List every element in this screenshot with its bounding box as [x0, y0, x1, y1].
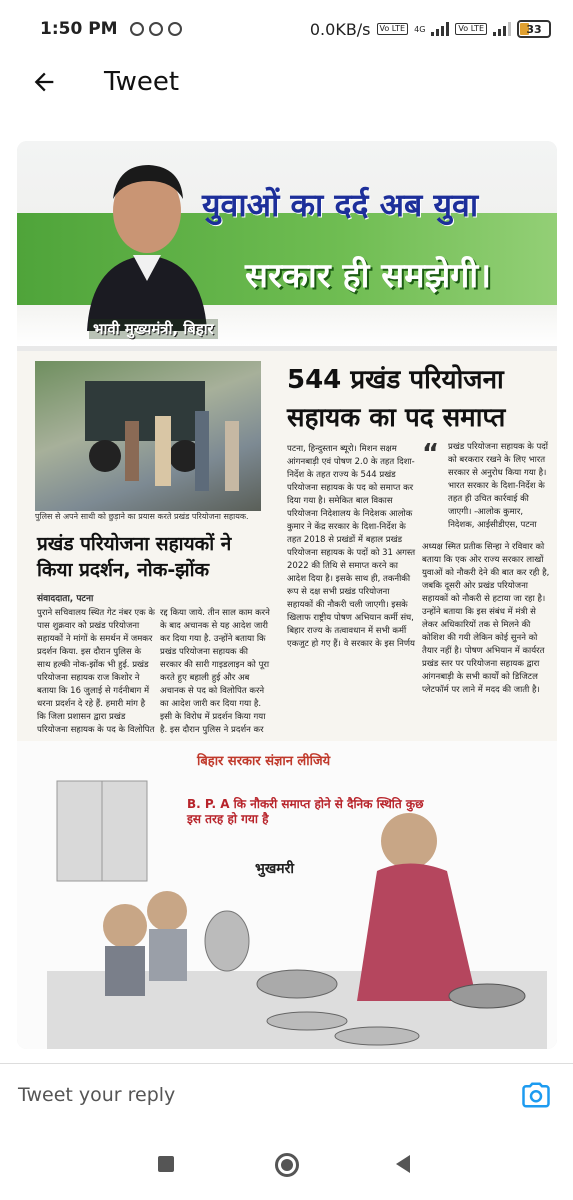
banner-slogan-line2: सरकार ही समझेगी। [245, 256, 492, 296]
volte-icon: Vo LTE [377, 23, 409, 35]
cartoon-text-3: भुखमरी [255, 861, 295, 877]
system-nav-bar [0, 1129, 573, 1200]
newspaper-clipping [17, 351, 557, 741]
cartoon-drawing [17, 741, 557, 1049]
battery-icon [517, 20, 551, 38]
tweet-image[interactable] [17, 141, 557, 1049]
cartoon-text-2: B. P. A कि नौकरी समाप्त होने से दैनिक स्थिति कुछ इस तरह हो गया है [187, 797, 424, 826]
volte-icon-2: Vo LTE [455, 23, 487, 35]
status-right [310, 20, 551, 39]
camera-icon[interactable] [520, 1080, 552, 1110]
triangle-back-icon[interactable] [396, 1155, 410, 1173]
chrome-icon [149, 22, 163, 36]
status-left [40, 19, 182, 39]
arrow-left-icon[interactable] [30, 68, 58, 96]
chrome-icon-2 [168, 22, 182, 36]
pull-quote: प्रखंड परियोजना सहायक के पदों को बरकरार रखने के लिए भारत सरकार से अनुरोध किया गया है। भारत सरकार के दिशा-निर्देश के तहत ही उचित कार्रवाई की जाएगी। -आलोक कुमार, निदेशक, आईसीडीएस, पटना [448, 442, 548, 530]
network-type: 4G [414, 24, 426, 34]
cartoon-text-1: बिहार सरकार संज्ञान लीजिये [197, 754, 331, 769]
banner-slogan-line1: युवाओं का दर्द अब युवा [202, 186, 479, 224]
headline-left: प्रखंड परियोजना सहायकों ने किया प्रदर्शन, नोक-झोंक [37, 533, 232, 581]
app-bar [0, 58, 573, 108]
portrait-image [77, 151, 217, 331]
article-col2: रद्द किया जाये. तीन साल काम करने के बाद अचानक से यह आदेश जारी कर दिया गया है. उन्होंने बताया कि प्रखंड परियोजना सहायक की सरकार की सारी गाइडलाइन को पूरा करते हुए बहाली हुई और अब अचानक से पद को विलोपित करने का आदेश जारी कर दिया गया है. इसी के विरोध में प्रदर्शन किया गया है. इस दौरान पुलिस ने प्रदर्शन कर [160, 608, 270, 735]
banner-caption: भावी मुख्यमंत्री, बिहार [89, 319, 218, 339]
article-col4: अध्यक्ष स्मित प्रतीक सिन्हा ने रविवार को बताया कि एक ओर राज्य सरकार लाखों युवाओं को नौकरी देने की बात कर रही है, जबकि दूसरी ओर प्रखंड परियोजना सहायकों को नौकरी से हटाया जा रहा है। उन्होंने बताया कि इस संबंध में मंत्री से लेकर अधिकारियों तक से मिलने की कोशिश की गयी लेकिन कोई सुनने को तैयार नहीं है। पोषण अभियान में कार्यरत प्रखंड स्तर पर परियोजना सहायक द्वारा आंगनबाड़ी के सभी कार्यों को डिजिटल प्लेटफॉर्म पर लाने में मदद की जाती है। [422, 542, 550, 695]
article-col1: पुराने सचिवालय स्थित गेट नंबर एक के पास शुक्रवार को प्रखंड परियोजना सहायकों ने मांगों के समर्थन में जमकर प्रदर्शन किया. इस दौरान पुलिस के साथ हल्की नोक-झोंक भी हुई. प्रखंड परियोजना सहायक राज किशोर ने बताया कि 16 जुलाई से गर्दनीबाग में धरना प्रदर्शन दे रहे हैं. हमारी मांग है कि जिला प्रशासन द्वारा प्रखंड परियोजना सहायक के पद के विलोपित [37, 608, 155, 735]
signal-icon [431, 22, 449, 36]
photo-caption: पुलिस से अपने साथी को छुड़ाने का प्रयास करते प्रखंड परियोजना सहायक. [35, 512, 249, 521]
home-circle-icon[interactable] [275, 1153, 299, 1177]
net-speed: 0.0KB/s [309, 19, 371, 39]
battery-level: 33 [526, 22, 542, 36]
cartoon-illustration [17, 741, 557, 1049]
quote-mark-icon: “ [422, 439, 440, 469]
political-banner [17, 141, 557, 346]
notification-icons [130, 22, 182, 36]
page-title: Tweet [104, 67, 180, 97]
reply-bar [0, 1063, 573, 1129]
article-col3: पटना, हिन्दुस्तान ब्यूरो। मिशन सक्षम आंगनबाड़ी एवं पोषण 2.0 के तहत दिशा-निर्देश के तहत राज्य के 544 प्रखंड परियोजना सहायक के पद को समाप्त कर दिया गया है। समेकित बाल विकास परियोजना निदेशालय के निदेशक आलोक कुमार ने केंद्र सरकार के दिशा-निर्देश के तहत 2018 से प्रखंडों में बहाल प्रखंड परियोजना सहायक के पदों को 31 अगस्त 2022 की तिथि से समाप्त करने का आदेश दिया है। इसके साथ ही, तकनीकी रूप से दक्ष सभी प्रखंड परियोजना सहायकों की नौकरी चली जाएगी। इसके खिलाफ राष्ट्रीय पोषण अभियान कर्मी संघ, बिहार राज्य के तत्वावधान में सभी कर्मी एकजुट हो गए हैं। वे सरकार के इस निर्णय [287, 444, 416, 648]
clock: 1:50 PM [40, 19, 118, 39]
protest-photo [35, 361, 261, 511]
square-icon[interactable] [158, 1156, 174, 1172]
reply-input[interactable]: Tweet your reply [18, 1084, 176, 1106]
whatsapp-icon [130, 22, 144, 36]
headline-right: 544 प्रखंड परियोजना सहायक का पद समाप्त [287, 365, 506, 433]
signal-icon-2 [493, 22, 511, 36]
status-bar [0, 0, 573, 58]
reporter-line: संवाददाता, पटना [37, 594, 94, 604]
